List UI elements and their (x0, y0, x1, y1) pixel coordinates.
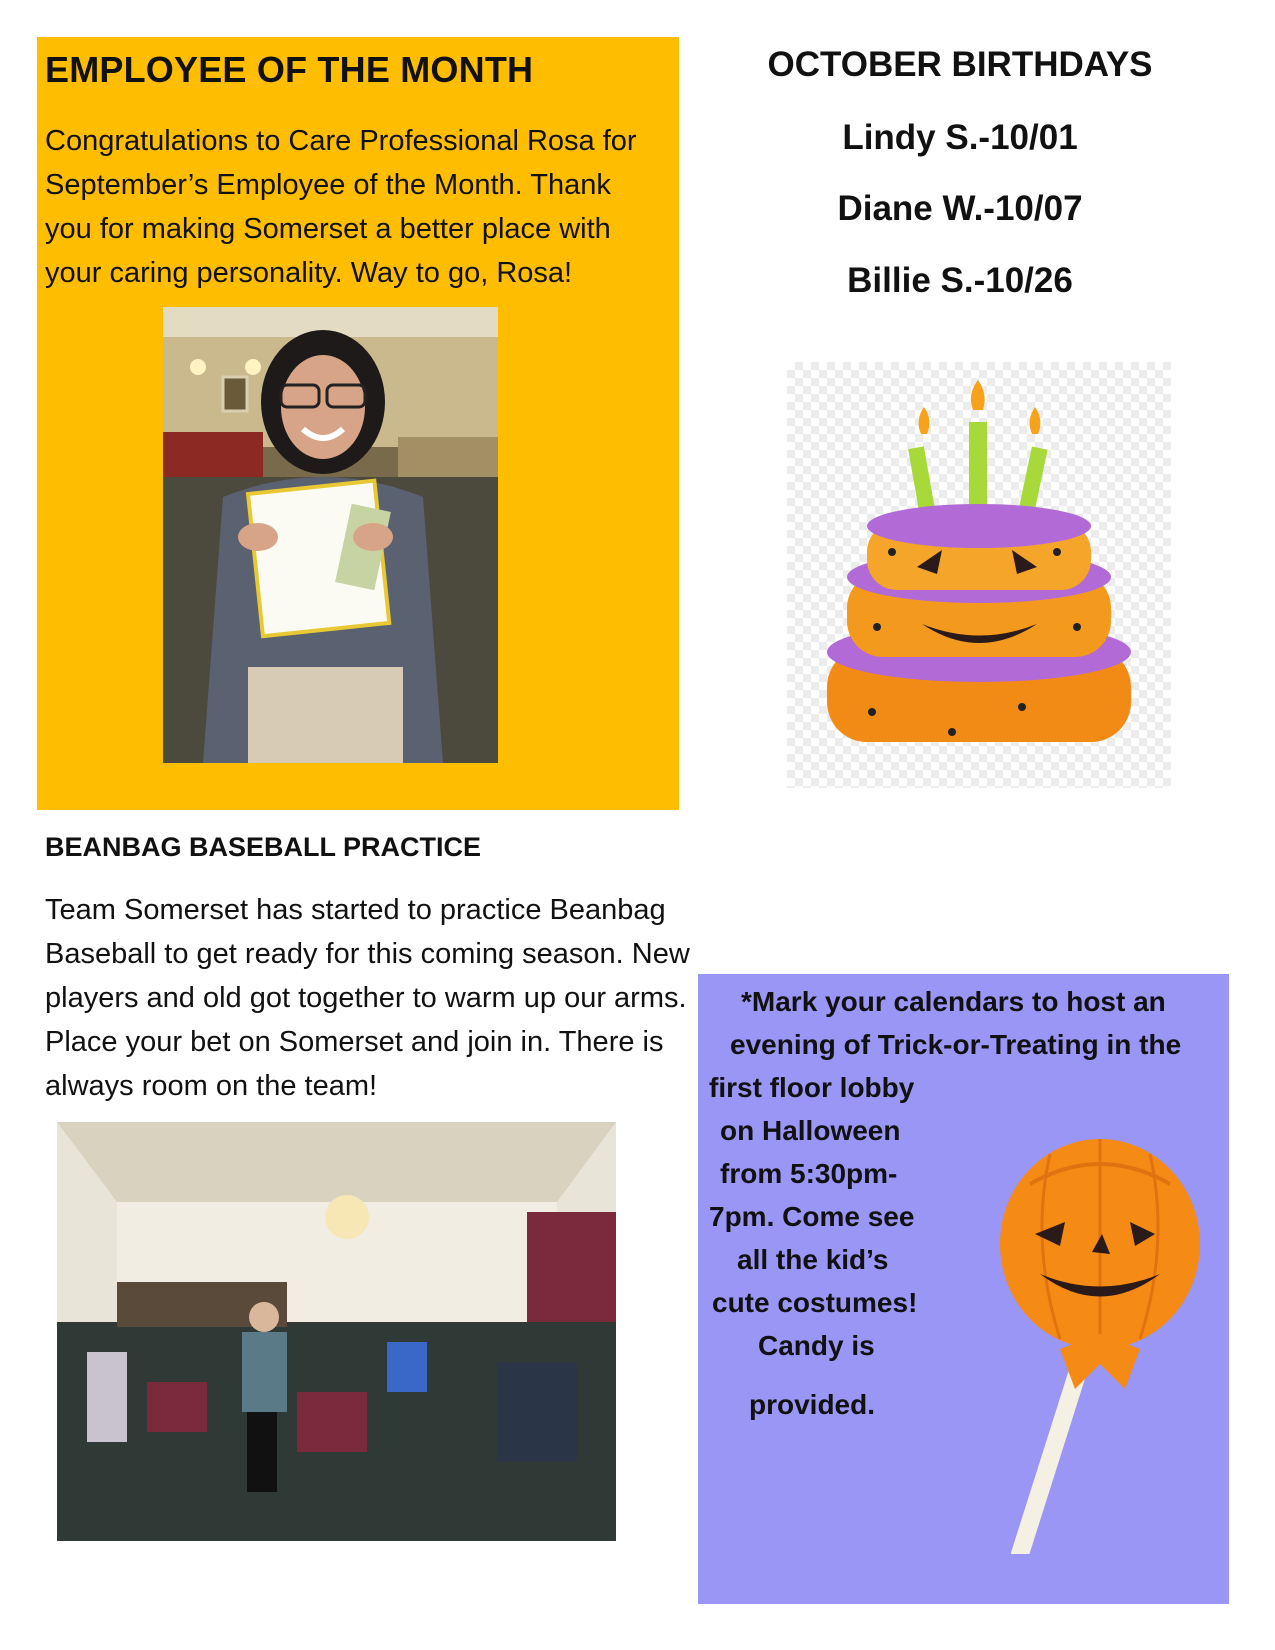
halloween-text-line: on Halloween (720, 1115, 901, 1146)
halloween-panel (698, 974, 1229, 1604)
halloween-text-line: Candy is (758, 1330, 875, 1361)
beanbag-photo (57, 1122, 616, 1541)
lollipop-illustration (990, 1134, 1210, 1554)
halloween-text-line: evening of Trick-or-Treating in the (730, 1029, 1182, 1060)
halloween-text-line: all the kid’s (737, 1244, 889, 1275)
beanbag-title: BEANBAG BASEBALL PRACTICE (45, 832, 482, 862)
halloween-text-line: from 5:30pm- (720, 1158, 898, 1189)
employee-of-month-title: EMPLOYEE OF THE MONTH (45, 49, 534, 90)
pumpkin-lollipop-image (990, 1134, 1210, 1554)
beanbag-photo-illustration (57, 1122, 616, 1541)
employee-photo (163, 307, 498, 763)
halloween-text-line: *Mark your calendars to host an (741, 986, 1166, 1017)
halloween-text-line: 7pm. Come see (709, 1201, 915, 1232)
halloween-text-line: first floor lobby (709, 1072, 915, 1103)
halloween-text-line: provided. (749, 1389, 876, 1420)
cake-illustration (787, 362, 1171, 788)
birthday-item: Billie S.-10/26 (847, 261, 1073, 300)
birthdays-title: OCTOBER BIRTHDAYS (767, 45, 1153, 84)
beanbag-text: Team Somerset has started to practice Beanbag Baseball to get ready for this coming season. New players and old got together to warm up our arms. Place your bet on Somerset and join in. There is always room on the team! (45, 894, 690, 1102)
employee-of-month-text: Congratulations to Care Professional Rosa for September’s Employee of the Month. Thank you for making Somerset a better place with your caring personality. Way to go, Rosa! (45, 125, 637, 289)
employee-photo-illustration (163, 307, 498, 763)
employee-of-month-panel (37, 37, 679, 810)
halloween-text-line: cute costumes! (712, 1287, 918, 1318)
birthday-item: Lindy S.-10/01 (842, 118, 1078, 157)
birthday-item: Diane W.-10/07 (837, 189, 1083, 228)
halloween-cake-image (787, 362, 1171, 788)
